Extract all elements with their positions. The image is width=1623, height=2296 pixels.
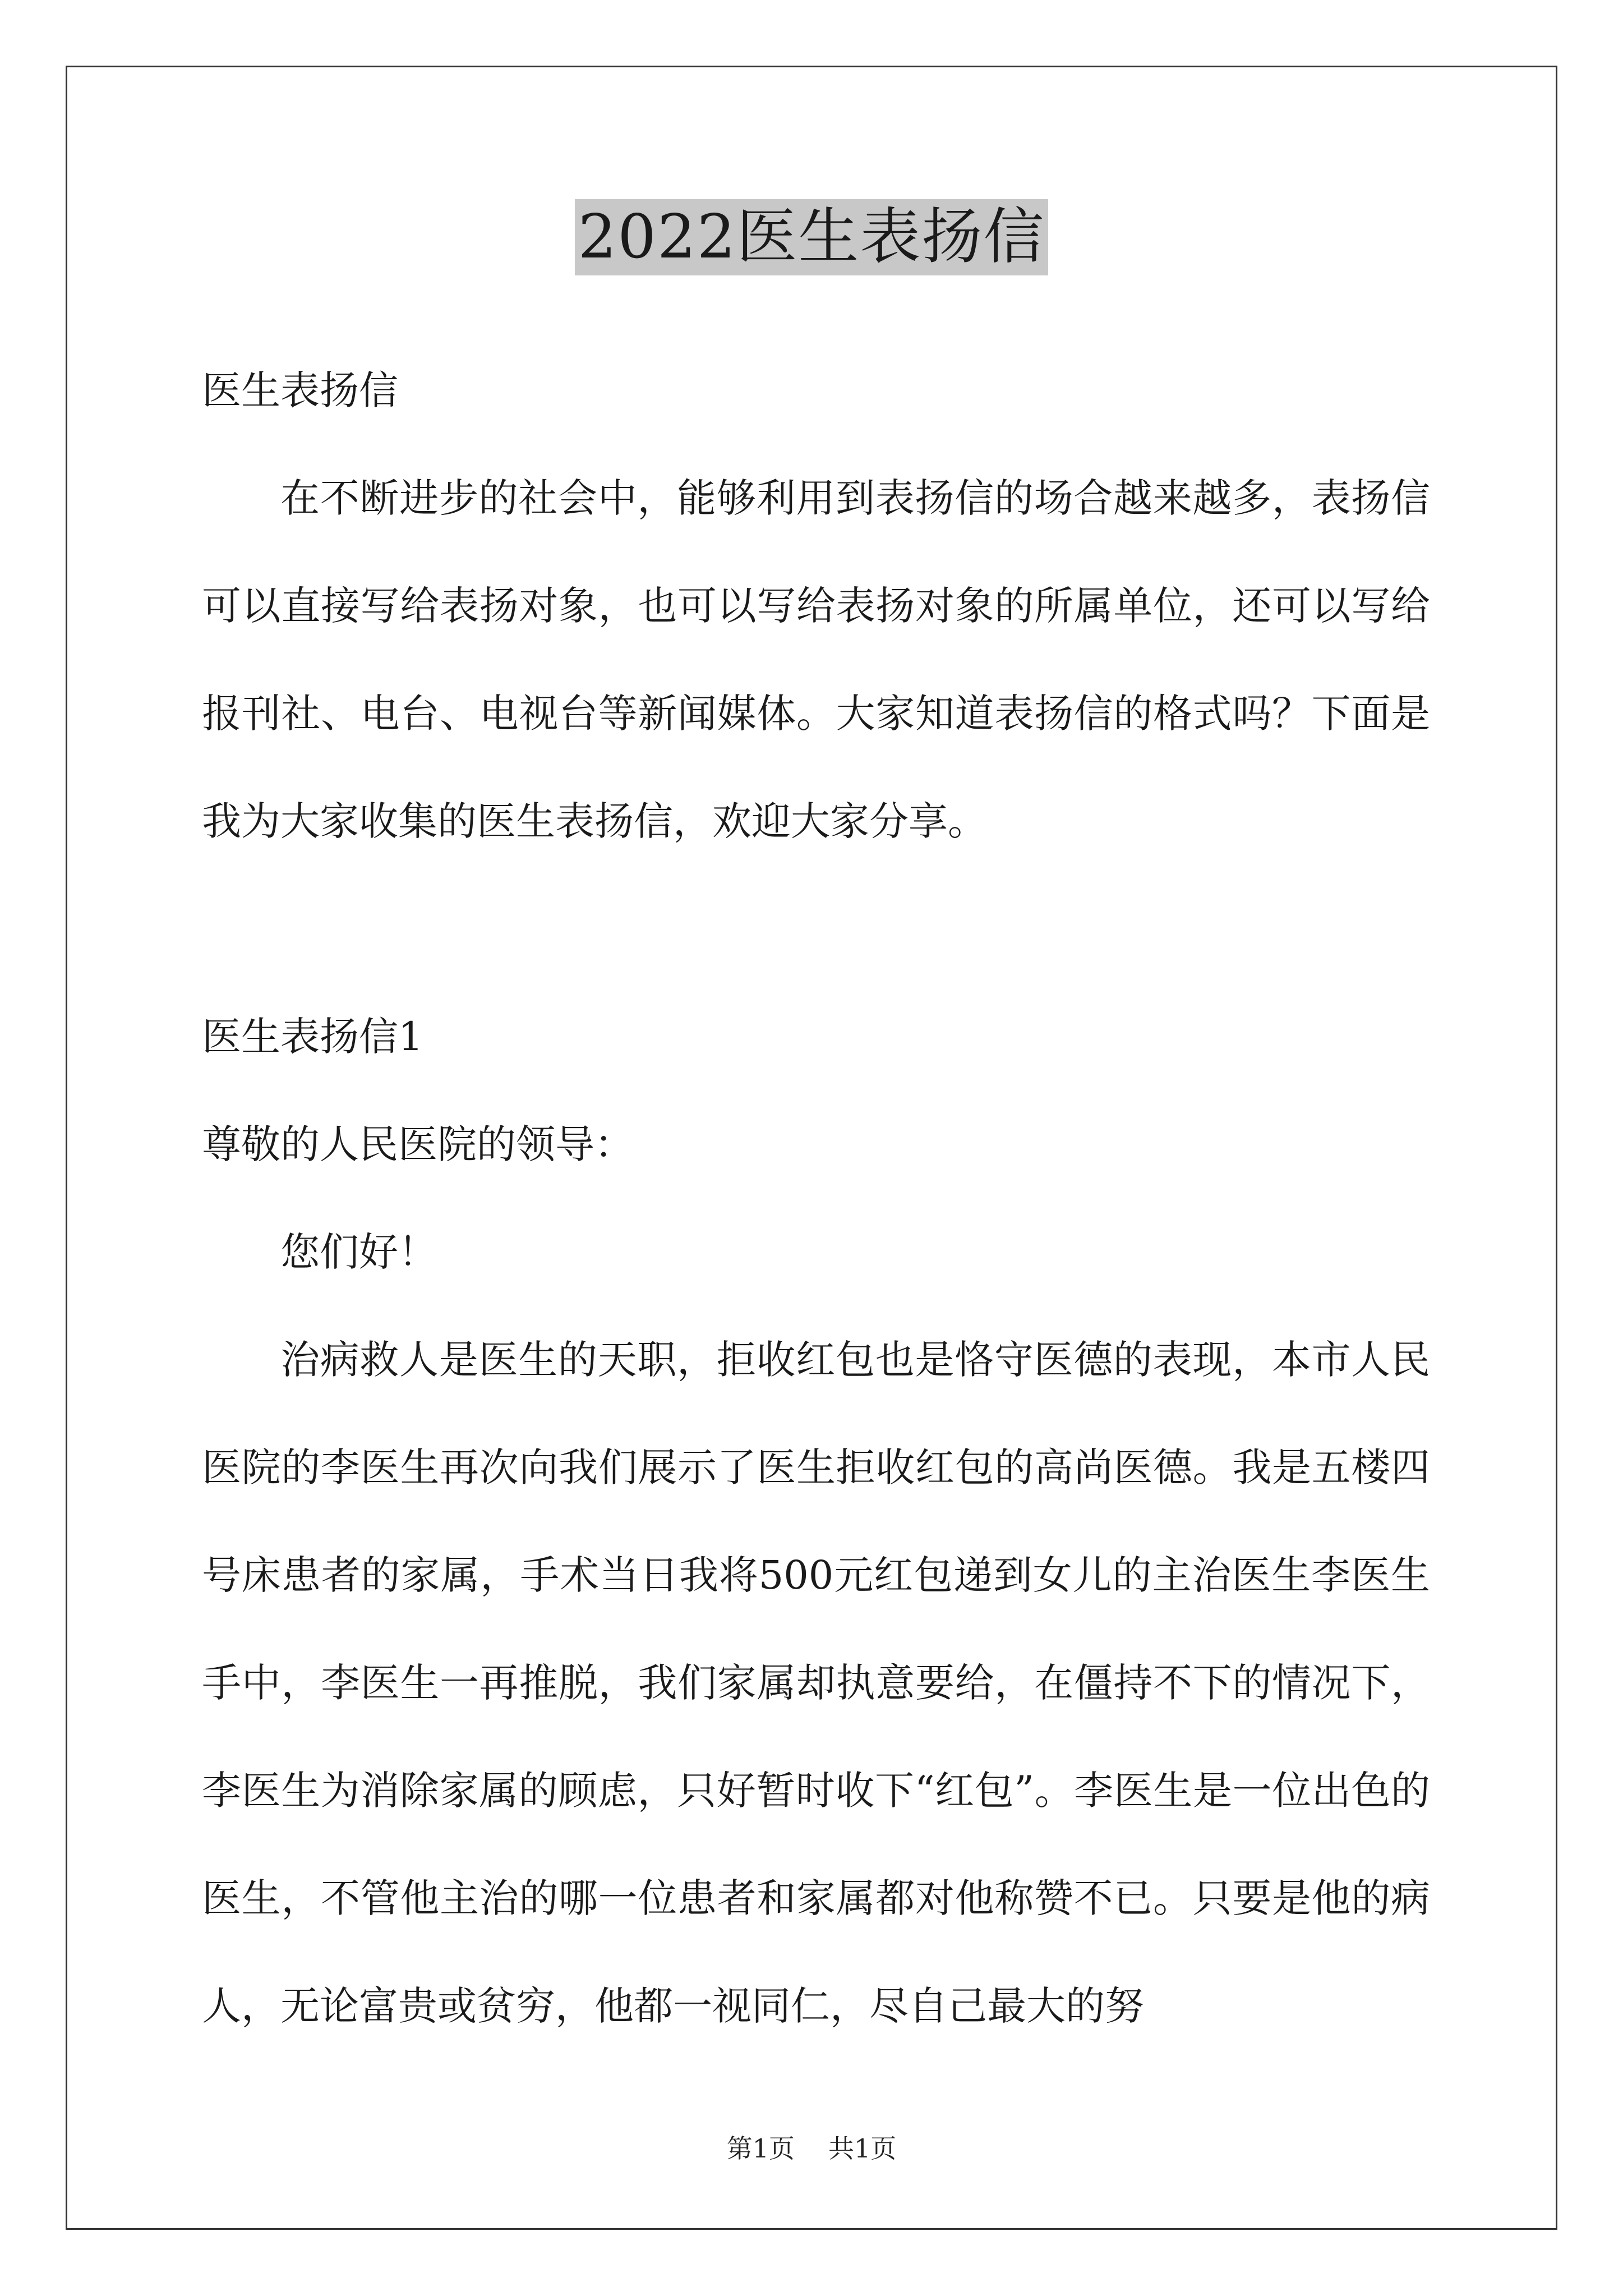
page-total: 共1页 — [828, 2133, 897, 2164]
document-title: 2022医生表扬信 — [575, 199, 1049, 275]
section-heading: 医生表扬信 — [202, 367, 398, 413]
title-container — [0, 199, 1623, 275]
page-number: 第1页 — [726, 2133, 795, 2164]
intro-paragraph: 在不断进步的社会中，能够利用到表扬信的场合越来越多，表扬信可以直接写给表扬对象，也可以写给表扬对象的所属单位，还可以写给报刊社、电台、电视台等新闻媒体。大家知道表扬信的格式吗？下面是我为大家收集的医生表扬信，欢迎大家分享。 — [202, 475, 1430, 844]
document-body — [202, 337, 1430, 2060]
page-footer — [0, 2132, 1623, 2165]
greeting: 您们好！ — [280, 1229, 437, 1275]
body-paragraph: 治病救人是医生的天职，拒收红包也是恪守医德的表现，本市人民医院的李医生再次向我们展示了医生拒收红包的高尚医德。我是五楼四号床患者的家属，手术当日我将500元红包递到女儿的主治医生李医生手中，李医生一再推脱，我们家属却执意要给，在僵持不下的情况下，李医生为消除家属的顾虑，只好暂时收下“红包”。李医生是一位出色的医生，不管他主治的哪一位患者和家属都对他称赞不已。只要是他的病人，无论富贵或贫穷，他都一视同仁，尽自己最大的努 — [202, 1337, 1430, 2029]
salutation: 尊敬的人民医院的领导： — [202, 1121, 634, 1167]
letter-heading: 医生表扬信1 — [202, 1014, 423, 1060]
paragraph-spacer — [202, 875, 1430, 983]
